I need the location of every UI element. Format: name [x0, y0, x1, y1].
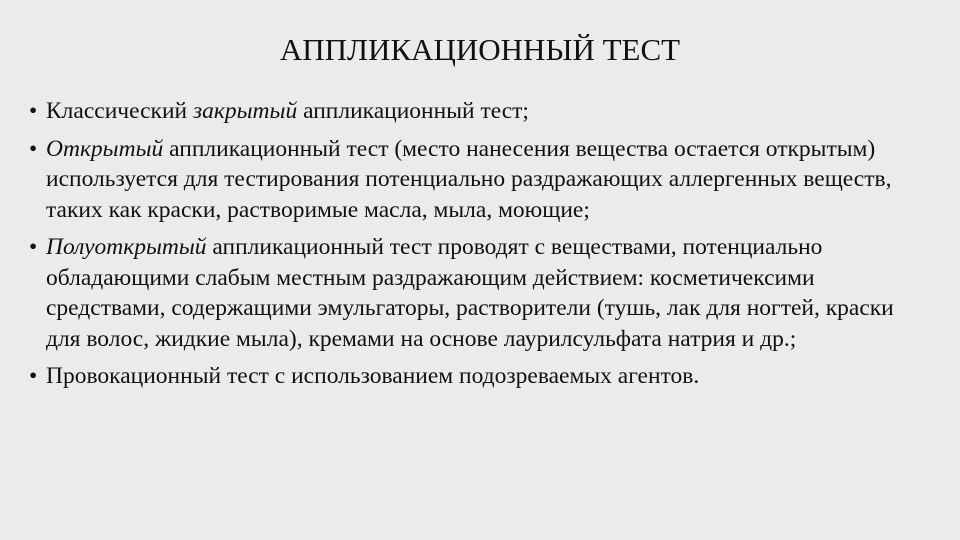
bullet-emphasis: Полуоткрытый — [46, 234, 207, 260]
bullet-text: Классический — [46, 98, 193, 124]
bullet-icon: • — [29, 135, 38, 162]
bullet-icon: • — [29, 234, 38, 260]
bullet-item-semi-open-test — [29, 232, 934, 354]
slide-title: АППЛИКАЦИОННЫЙ ТЕСТ — [279, 32, 681, 67]
bullet-emphasis: Открытый — [46, 135, 164, 162]
bullet-text: аппликационный тест; — [297, 98, 529, 124]
bullet-item-closed-test — [29, 96, 934, 127]
bullet-text: Провокационный тест с использованием подозреваемых агентов. — [46, 363, 700, 389]
bullet-item-open-test — [29, 134, 934, 226]
bullet-list — [29, 96, 934, 399]
bullet-icon: • — [29, 98, 38, 124]
bullet-icon: • — [29, 363, 38, 389]
bullet-emphasis: закрытый — [192, 98, 298, 124]
bullet-text: аппликационный тест (место нанесения вещества остается открытым) используется для тестирования потенциально раздражающих аллергенных веществ, таких как краски, растворимые масла, мыла, моющие; — [46, 135, 892, 223]
bullet-item-provocation-test — [29, 361, 934, 392]
bullet-text: аппликационный тест проводят с веществами, потенциально обладающими слабым местным раздражающим действием: косметичексими средствами, содержащими эмульгаторы, растворители (тушь, лак для ногтей, краски для волос, жидкие мыла), кремами на основе лаурилсульфата натрия и др.; — [46, 234, 894, 352]
